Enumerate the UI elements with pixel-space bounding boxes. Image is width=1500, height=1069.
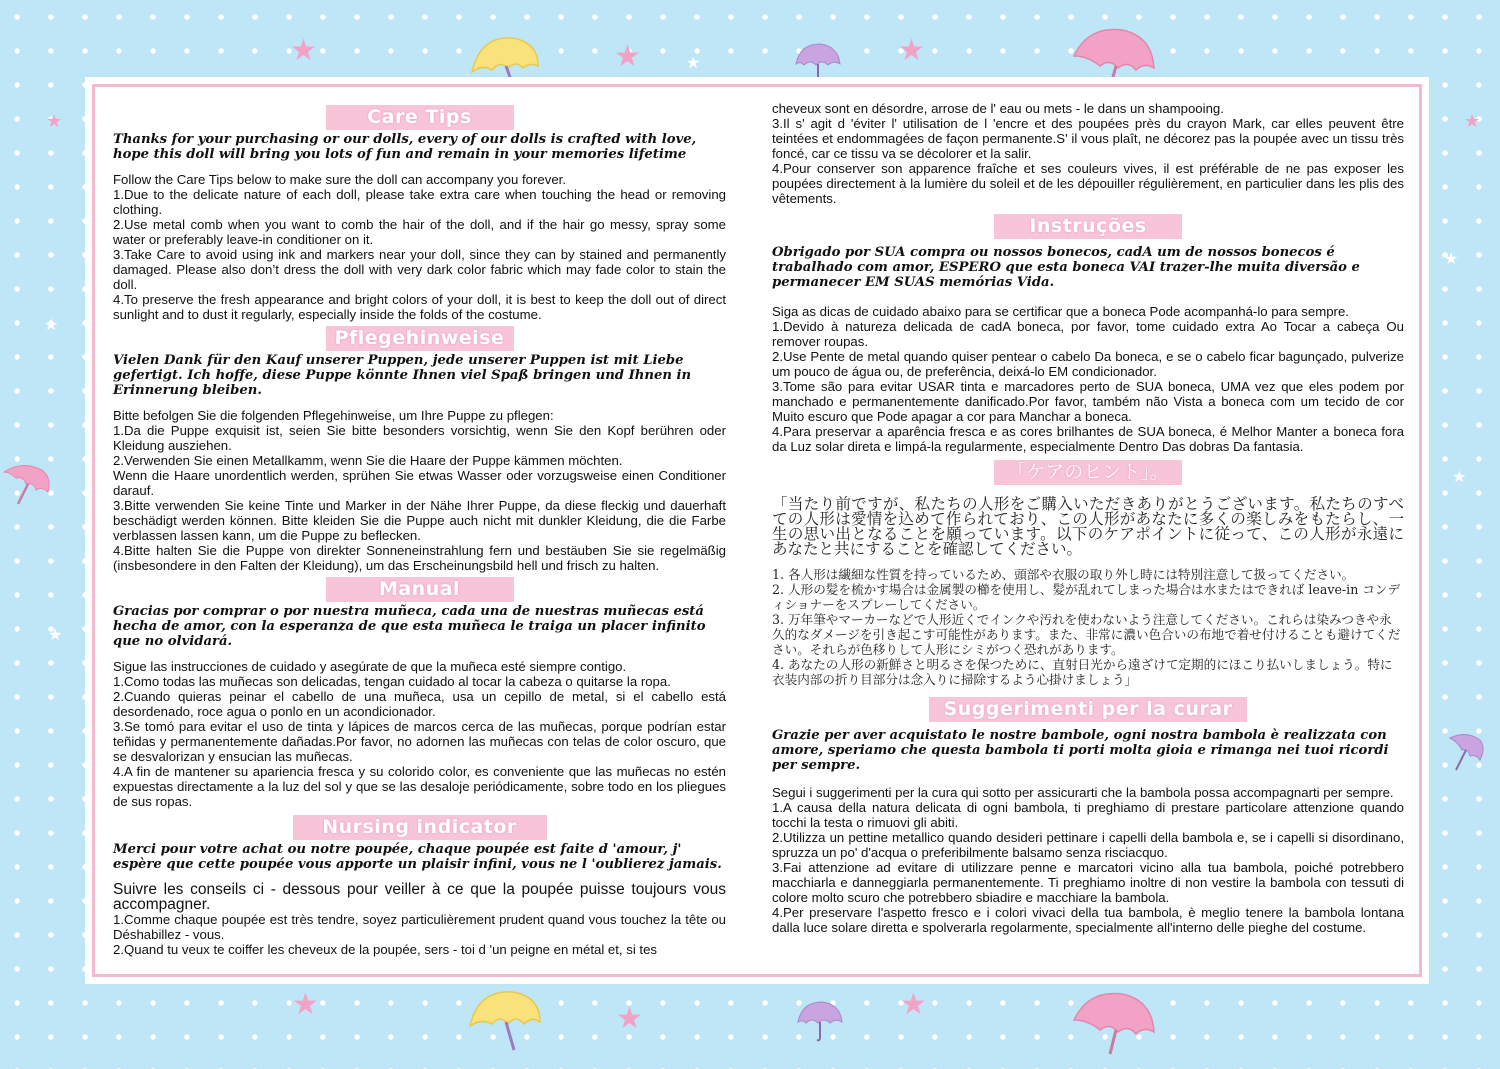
list-item: 1.Devido à natureza delicada de cadA boneca, por favor, tome cuidado extra Ao Tocar a cabeça Ou remover roupas. xyxy=(772,319,1404,349)
umbrella-purple-right xyxy=(1446,730,1486,774)
list-item: Bitte befolgen Sie die folgenden Pflegehinweise, um Ihre Puppe zu pflegen: xyxy=(113,408,554,423)
card-border xyxy=(92,84,1422,977)
section-japanese xyxy=(772,460,1404,687)
list-item: cheveux sont en désordre, arrose de l' eau ou mets - le dans un shampooing. xyxy=(772,101,1224,116)
section-body xyxy=(772,785,1404,935)
section-suggerimenti xyxy=(772,697,1404,935)
umbrella-yellow-bottom xyxy=(466,986,546,1056)
list-item: Sigue las instrucciones de cuidado y asegúrate de que la muñeca esté siempre contigo. xyxy=(113,659,627,674)
list-item: 3.Il s' agit d 'éviter l' utilisation de l 'encre et des poupées près du crayon Mark, car elles peuvent être teintées et endommagées de façon permanente.S' il vous plaît, ne décorez pas la poupée avec un tissu très foncé, car ce tissu va se décolorer et la salir. xyxy=(772,116,1404,161)
star-icon: ★ xyxy=(1444,251,1459,268)
list-item: 2. 人形の髪を梳かす場合は金属製の櫛を使用し、髪が乱れてしまった場合は水またはできれば leave-in コンディショナーをスプレーしてください。 xyxy=(772,582,1401,612)
nursing-continued xyxy=(772,101,1404,206)
section-intro: Obrigado por SUA compra ou nossos bonecos, cadA um de nossos bonecos é trabalhado com amor, ESPERO que esta boneca VAI trazer-lhe muita diversão e permanecer EM SUAS memórias Vida. xyxy=(772,245,1360,290)
umbrella-pink-left xyxy=(2,462,52,508)
star-icon: ★ xyxy=(46,111,63,131)
list-item: Follow the Care Tips below to make sure the doll can accompany you forever. xyxy=(113,172,566,187)
section-title: Instruções xyxy=(994,214,1182,239)
section-title: Suggerimenti per la curar xyxy=(929,697,1247,722)
list-item: 2.Quand tu veux te coiffer les cheveux de la poupée, sers - toi d 'un peigne en métal et, si tes xyxy=(113,942,658,957)
section-title: Manual xyxy=(326,577,514,602)
star-icon: ★ xyxy=(1452,469,1467,486)
section-pflegehinweise xyxy=(113,326,726,573)
list-item: 3.Take Care to avoid using ink and markers near your doll, since they can by stained and permanently damaged. Please also don’t dress the doll with very dark color fabric which may fade color to stain the doll. xyxy=(113,247,726,292)
section-lead: Suivre les conseils ci - dessous pour veiller à ce que la poupée puisse toujours vous accompagner. xyxy=(113,881,726,913)
star-icon: ★ xyxy=(616,1002,643,1035)
section-body xyxy=(772,304,1404,454)
section-intro: Thanks for your purchasing or our dolls, every of our dolls is crafted with love, hope this doll will bring you lots of fun and remain in your memories lifetime xyxy=(113,132,697,162)
star-icon: ★ xyxy=(898,34,925,67)
list-item: 3. 万年筆やマーカーなどで人形近くでインクや汚れを使わないよう注意してください。これらは染みつきや永久的なダメージを引き起こす可能性があります。また、非常に濃い色合いの布地で着せ付けることも避けてください。それらが色移りして人形にシミがつく恐れがあります。 xyxy=(772,612,1401,657)
right-column xyxy=(772,101,1404,937)
list-item: 4.To preserve the fresh appearance and bright colors of your doll, it is best to keep the doll out of direct sunlight and to dust it regularly, especially inside the folds of the costume. xyxy=(113,292,726,322)
list-item: 4.Pour conserver son apparence fraîche et ses couleurs vives, il est préférable de ne pas exposer les poupées directement à la lumière du soleil et de les dépouiller régulièrement, en particulier dans les plis des vêtements. xyxy=(772,161,1404,206)
list-item: 2.Cuando quieras peinar el cabello de una muñeca, usa un cepillo de metal, si el cabello está desordenado, roce agua o ponlo en un acondicionador. xyxy=(113,689,726,719)
list-item: 4.Para preservar a aparência fresca e as cores brilhantes de SUA boneca, é Melhor Manter a boneca fora da Luz solar direta e limpá-la regularmente, especialmente Dentro Das dobras Da fantasia. xyxy=(772,424,1404,454)
list-item: 2.Use metal comb when you want to comb the hair of the doll, and if the hair go messy, spray some water or preferably leave-in conditioner on it. xyxy=(113,217,726,247)
star-icon: ★ xyxy=(292,988,319,1021)
list-item: 2.Use Pente de metal quando quiser pentear o cabelo Da boneca, e se o cabelo ficar bagunçado, pulverize um pouco de água ou, de preferência, deixá-lo EM condicionador. xyxy=(772,349,1404,379)
section-care-tips xyxy=(113,105,726,322)
section-body xyxy=(772,567,1404,687)
section-intro: Gracias por comprar o por nuestra muñeca, cada una de nuestras muñecas está hecha de amor, con la esperanza de que esta muñeca le traiga un placer infinito que no olvidará. xyxy=(113,604,706,649)
section-title: Pflegehinweise xyxy=(326,326,514,351)
list-item: 4.Per preservare l'aspetto fresco e i colori vivaci della tua bambola, è meglio tenere la bambola lontana dalla luce solare diretta e spolverarla regolarmente, specialmente all'interno delle pieghe del costume. xyxy=(772,905,1404,935)
umbrella-pink-bottom-right xyxy=(1068,990,1158,1062)
list-item: 1. 各人形は繊細な性質を持っているため、頭部や衣服の取り外し時には特別注意して扱ってください。 xyxy=(772,567,1355,582)
list-item: 1.Como todas las muñecas son delicadas, tengan cuidado al tocar la cabeza o quitarse la ropa. xyxy=(113,674,671,689)
list-item: 4.A fin de mantener su apariencia fresca y su colorido color, es conveniente que las muñecas no estén expuestas directamente a la luz del sol y que se las desaloje periódicamente, sobre todo en los pliegues de sus ropas. xyxy=(113,764,726,809)
section-intro: Vielen Dank für den Kauf unserer Puppen, jede unserer Puppen ist mit Liebe gefertigt. Ich hoffe, diese Puppe könnte Ihnen viel Spaß bringen und Ihnen in Erinnerung bleiben. xyxy=(113,353,692,398)
star-icon: ★ xyxy=(44,317,59,334)
star-icon: ★ xyxy=(48,627,63,644)
section-title: 「ケアのヒント」。 xyxy=(994,460,1182,485)
list-item: 3.Bitte verwenden Sie keine Tinte und Marker in der Nähe Ihrer Puppe, da diese fleckig und dauerhaft beschädigt werden können. Bitte kleiden Sie die Puppe auch nicht mit dunkler Kleidung, die die Farbe verblassen lassen kann, um die Puppe zu beflecken. xyxy=(113,498,726,543)
list-item: 1.Da die Puppe exquisit ist, seien Sie bitte besonders vorsichtig, wenn Sie den Kopf berühren oder Kleidung ausziehen. xyxy=(113,423,726,453)
section-nursing-indicator xyxy=(113,815,726,957)
section-body xyxy=(113,408,726,573)
star-icon: ★ xyxy=(1464,111,1481,131)
star-icon: ★ xyxy=(614,40,641,73)
care-card xyxy=(85,77,1429,984)
list-item: Segui i suggerimenti per la cura qui sotto per assicurarti che la bambola possa accompagnarti per sempre. xyxy=(772,785,1394,800)
star-icon: ★ xyxy=(686,55,701,72)
section-body xyxy=(113,882,726,957)
list-item: 1.Comme chaque poupée est très tendre, soyez particulièrement prudent quand vous touchez la tête ou Déshabillez - vous. xyxy=(113,912,726,942)
list-item: 1.A causa della natura delicata di ogni bambola, ti preghiamo di prestare particolare attenzione quando tocchi la testa o rimuovi gli abiti. xyxy=(772,800,1404,830)
list-item: 3.Se tomó para evitar el uso de tinta y lápices de marcos cerca de las muñecas, porque podrían estar teñidas y permanentemente dañadas.Por favor, no adornen las muñecas con telas de color oscuro, que se desvalorizan y ensucian las muñecas. xyxy=(113,719,726,764)
section-title: Care Tips xyxy=(326,105,514,130)
list-item: 4. あなたの人形の新鮮さと明るさを保つために、直射日光から遠ざけて定期的にほこり払いしましょう。特に衣装内部の折り目部分は念入りに掃除するよう心掛けましょう」 xyxy=(772,657,1393,687)
list-item: Siga as dicas de cuidado abaixo para se certificar que a boneca Pode acompanhá-lo para sempre. xyxy=(772,304,1349,319)
section-instrucoes xyxy=(772,214,1404,454)
section-title: Nursing indicator xyxy=(293,815,547,840)
section-manual xyxy=(113,577,726,809)
list-item: 3.Fai attenzione ad evitare di utilizzare penne e marcatori vicino alla tua bambola, poiché potrebbero macchiarla e danneggiarla permanentemente. Ti preghiamo inoltre di non vestire la bambola con tessuti di colore molto scuro che potrebbero sbiadire e macchiare la bambola. xyxy=(772,860,1404,905)
star-icon: ★ xyxy=(900,988,927,1021)
list-item: 2.Verwenden Sie einen Metallkamm, wenn Sie die Haare der Puppe kämmen möchten. xyxy=(113,453,623,468)
section-body xyxy=(113,172,726,322)
list-item: 4.Bitte halten Sie die Puppe von direkter Sonneneinstrahlung fern und bestäuben Sie sie regelmäßig (insbesondere in den Falten der Kleidung), um das Erscheinungsbild hell und frisch zu halten. xyxy=(113,543,726,573)
section-intro: Merci pour votre achat ou notre poupée, chaque poupée est faite d 'amour, j' espère que cette poupée vous apporte un plaisir infini, vous ne l 'oublierez jamais. xyxy=(113,842,722,872)
umbrella-purple-bottom xyxy=(796,1000,844,1044)
list-item: 1.Due to the delicate nature of each doll, please take extra care when touching the head or removing clothing. xyxy=(113,187,726,217)
section-intro: 「当たり前ですが、私たちの人形をご購入いただきありがとうございます。私たちのすべての人形は愛情を込めて作られており、この人形があなたに多くの楽しみをもたらし、一生の思い出となることを願っています。以下のケアポイントに従って、この人形が永遠にあなたと共にすることを確認してください。 xyxy=(772,495,1404,558)
section-body xyxy=(113,659,726,809)
section-intro: Grazie per aver acquistato le nostre bambole, ogni nostra bambola è realizzata con amore, speriamo che questa bambola ti porti molta gioia e rimanga nei tuoi ricordi per sempre. xyxy=(772,728,1389,773)
list-item: 3.Tome são para evitar USAR tinta e marcadores perto de SUA boneca, UMA vez que eles podem por manchado e permanentemente danificado.Por favor, também não Vista a boneca com um tecido de cor Muito escuro que Pode apagar a cor para Manchar a boneca. xyxy=(772,379,1404,424)
star-icon: ★ xyxy=(290,34,317,67)
left-column xyxy=(113,105,726,959)
list-item: Wenn die Haare unordentlich werden, sprühen Sie etwas Wasser oder vorzugsweise einen Conditioner darauf. xyxy=(113,468,726,498)
umbrella-purple-top xyxy=(794,42,842,82)
list-item: 2.Utilizza un pettine metallico quando desideri pettinare i capelli della bambola e, se i capelli si disordinano, spruzza un po' d'acqua o preferibilmente balsamo senza risciacquo. xyxy=(772,830,1404,860)
